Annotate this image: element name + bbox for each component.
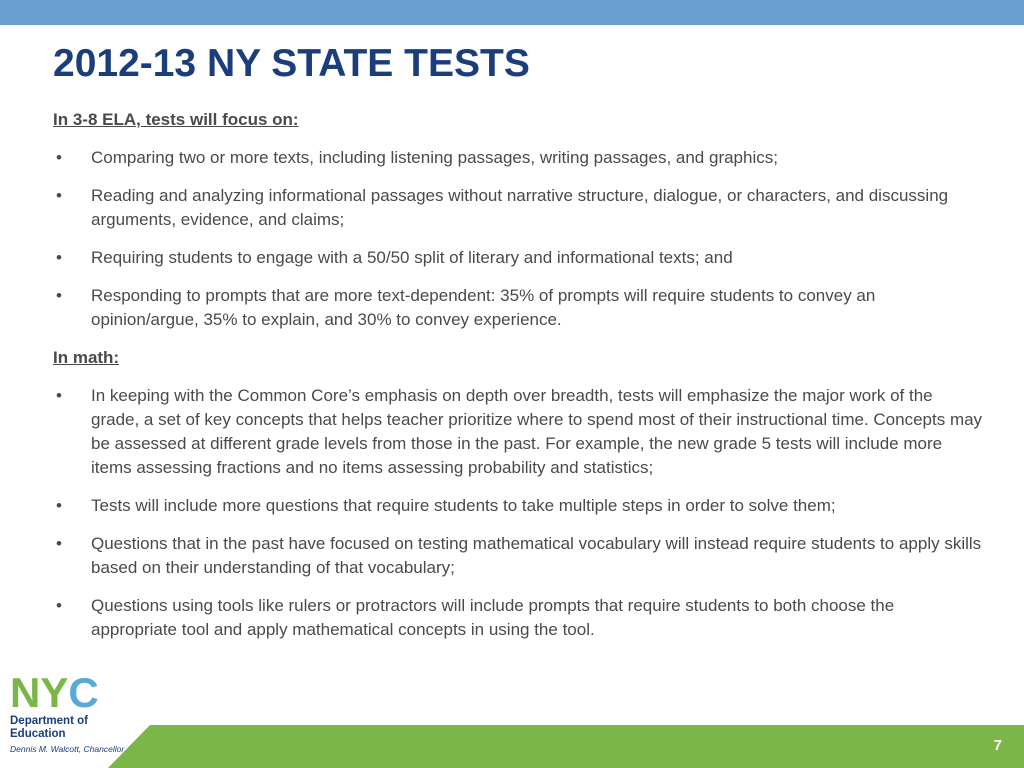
list-item xyxy=(53,284,983,332)
list-item-text: In keeping with the Common Core’s emphasis on depth over breadth, tests will emphasize the major work of the grade, a set of key concepts that helps teacher prioritize where to spend most of their instructional time. Concepts may be assessed at different grade levels from those in the past. For example, the new grade 5 tests will include more items assessing fractions and no items assessing probability and statistics; xyxy=(91,386,983,477)
slide-body xyxy=(53,108,983,656)
page-number: 7 xyxy=(993,737,1002,754)
nyc-doe-logo xyxy=(10,669,140,763)
department-line-1: Department of xyxy=(10,715,88,727)
math-bullet-list xyxy=(53,384,983,642)
list-item xyxy=(53,246,983,270)
nyc-wordmark xyxy=(10,669,140,716)
list-item-text: Responding to prompts that are more text-dependent: 35% of prompts will require students to convey an opinion/argue, 35% to explain, and 30% to convey experience. xyxy=(91,286,876,329)
green-band-shape xyxy=(108,725,1024,768)
department-line-2: Education xyxy=(10,728,66,740)
list-item-text: Questions using tools like rulers or protractors will include prompts that require students to both choose the appropriate tool and apply mathematical concepts in using the tool. xyxy=(91,596,895,639)
bullet-icon: • xyxy=(56,286,62,305)
list-item xyxy=(53,184,983,232)
logo-letter-y: Y xyxy=(40,669,67,716)
slide-title: 2012-13 NY STATE TESTS xyxy=(53,42,530,85)
list-item xyxy=(53,532,983,580)
math-heading: In math: xyxy=(53,348,120,367)
bottom-green-band xyxy=(0,725,1024,768)
bullet-icon: • xyxy=(56,186,62,205)
department-name xyxy=(10,715,140,741)
list-item-text: Comparing two or more texts, including listening passages, writing passages, and graphics; xyxy=(91,148,778,167)
chancellor-credit: Dennis M. Walcott, Chancellor xyxy=(10,744,125,754)
list-item xyxy=(53,146,983,170)
logo-letter-c: C xyxy=(68,669,97,716)
bullet-icon: • xyxy=(56,534,62,553)
bullet-icon: • xyxy=(56,148,62,167)
ela-bullet-list xyxy=(53,146,983,332)
bullet-icon: • xyxy=(56,248,62,267)
logo-letter-n: N xyxy=(10,669,39,716)
bullet-icon: • xyxy=(56,496,62,515)
list-item xyxy=(53,384,983,480)
list-item-text: Tests will include more questions that require students to take multiple steps in order to solve them; xyxy=(91,496,836,515)
list-item xyxy=(53,594,983,642)
list-item-text: Questions that in the past have focused on testing mathematical vocabulary will instead require students to apply skills based on their understanding of that vocabulary; xyxy=(91,534,982,577)
list-item-text: Requiring students to engage with a 50/50 split of literary and informational texts; and xyxy=(91,248,733,267)
ela-heading: In 3-8 ELA, tests will focus on: xyxy=(53,110,299,129)
top-accent-bar xyxy=(0,0,1024,25)
list-item-text: Reading and analyzing informational passages without narrative structure, dialogue, or characters, and discussing arguments, evidence, and claims; xyxy=(91,186,949,229)
bullet-icon: • xyxy=(56,596,62,615)
list-item xyxy=(53,494,983,518)
bullet-icon: • xyxy=(56,386,62,405)
